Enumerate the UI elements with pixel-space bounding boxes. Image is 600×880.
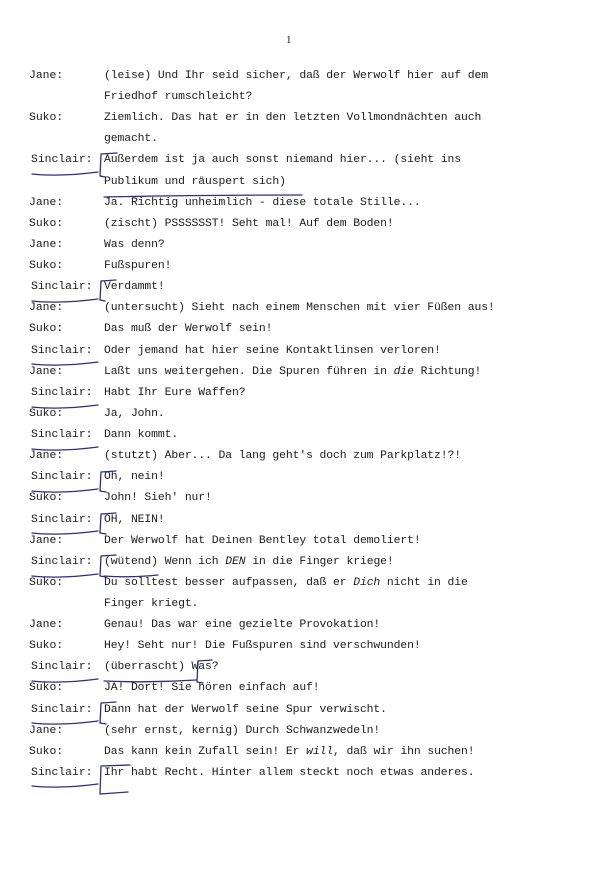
dialogue-line [0,467,600,488]
text-part: Hey! Seht nur! Die Fußspuren sind verschwunden! [104,640,421,653]
dialogue-text [104,636,421,657]
dialogue-text [104,277,165,298]
dialogue-text [104,446,461,467]
dialogue-line [0,700,600,721]
dialogue-line [0,552,600,573]
text-part: gemacht. [104,133,158,146]
dialogue-line [0,404,600,425]
speaker-name: Sinclair: [31,513,93,526]
dialogue-line [0,277,600,298]
dialogue-text [104,362,481,383]
dialogue-text [104,425,178,446]
dialogue-line [0,66,600,87]
speaker-name: Jane: [29,724,64,737]
dialogue-line [0,425,600,446]
emphasis: will [306,745,334,758]
dialogue-line [0,446,600,467]
dialogue-line [0,150,600,171]
speaker-name: Sinclair: [31,344,93,357]
text-part: Genau! Das war eine gezielte Provokation! [104,619,381,632]
dialogue-text [104,700,387,721]
speaker-name: Suko: [29,260,64,273]
text-part: Oh, nein! [104,471,165,484]
dialogue-text [104,404,165,425]
dialogue-text [104,108,481,129]
dialogue-line [0,362,600,383]
text-part: (untersucht) Sieht nach einem Menschen mit vier Füßen aus! [104,302,495,315]
speaker-name: Sinclair: [31,154,93,167]
speaker-name: Jane: [29,365,64,378]
dialogue-text [104,763,474,784]
speaker-name: Jane: [29,302,64,315]
speaker-name: Suko: [29,217,64,230]
speaker-name: Sinclair: [31,661,93,674]
dialogue-text [104,678,320,699]
speaker-name: Sinclair: [31,471,93,484]
dialogue-line [0,531,600,552]
dialogue-text [104,488,212,509]
text-part: (sehr ernst, kernig) Durch Schwanzwedeln! [104,724,381,737]
text-part: Habt Ihr Eure Waffen? [104,386,246,399]
dialogue-text [104,150,461,171]
speaker-name: Sinclair: [31,703,93,716]
text-part: Laßt uns weitergehen. Die Spuren führen in [104,365,394,378]
text-part: Der Werwolf hat Deinen Bentley total demoliert! [104,534,421,547]
dialogue-text [104,721,380,742]
text-part: (zischt) PSSSSSST! Seht mal! Auf dem Boden! [104,217,394,230]
text-part: (leise) Und Ihr seid sicher, daß der Werwolf hier auf dem [104,70,488,82]
speaker-name: Suko: [29,492,64,505]
dialogue-line [0,108,600,129]
speaker-name: Sinclair: [31,429,93,442]
dialogue-text [104,235,165,256]
speaker-name: Jane: [29,196,64,209]
text-part: Das kann kein Zufall sein! Er [104,745,307,758]
dialogue-text [104,573,468,594]
text-part: Ziemlich. Das hat er in den letzten Vollmondnächten auch [104,112,482,125]
dialogue-line [0,87,600,108]
dialogue-line [0,193,600,214]
text-part: Richtung! [413,365,482,378]
speaker-name: Jane: [29,450,64,463]
dialogue-text [104,214,394,235]
dialogue-text [104,594,198,615]
dialogue-text [104,256,171,277]
text-part: Verdammt! [104,281,165,294]
text-part: Friedhof rumschleicht? [104,91,253,104]
emphasis: die [393,365,414,378]
dialogue-line [0,172,600,193]
dialogue-text [104,129,158,150]
dialogue-line [0,235,600,256]
dialogue-text [104,319,272,340]
dialogue-text [104,341,441,362]
dialogue-line [0,657,600,678]
dialogue-line [0,763,600,784]
speaker-name: Suko: [29,407,64,420]
emphasis: Dich [353,576,381,589]
text-part: JA! Dort! Sie hören einfach auf! [104,682,320,695]
text-part: Finger kriegt. [104,598,199,610]
dialogue-text [104,66,488,87]
dialogue-line [0,721,600,742]
dialogue-text [104,615,380,636]
text-part: in die Finger kriege! [245,555,394,568]
dialogue-text [104,298,495,319]
speaker-name: Sinclair: [31,766,93,779]
dialogue-line [0,256,600,277]
dialogue-text [104,531,421,552]
speaker-name: Suko: [29,323,64,336]
dialogue-line [0,594,600,615]
dialogue-text [104,657,219,678]
text-part: Fußspuren! [104,260,172,273]
text-part: OH, NEIN! [104,513,165,526]
text-part: John! Sieh' nur! [104,492,212,505]
speaker-name: Sinclair: [31,281,93,294]
speaker-name: Sinclair: [31,555,93,568]
dialogue-text [104,552,394,573]
text-part: Dann kommt. [104,429,179,442]
speaker-name: Jane: [29,619,64,632]
speaker-name: Suko: [29,640,64,653]
text-part: , daß wir ihn suchen! [333,745,475,758]
dialogue-text [104,510,165,531]
speaker-name: Suko: [29,112,64,125]
speaker-name: Suko: [29,682,64,695]
text-part: Ja. Richtig unheimlich - diese totale Stille... [104,196,421,209]
dialogue-text [104,87,252,108]
page-number: 1 [286,34,292,46]
text-part: Oder jemand hat hier seine Kontaktlinsen verloren! [104,344,441,357]
dialogue-line [0,636,600,657]
text-part: (überrascht) Was? [104,661,219,674]
dialogue-text [104,172,286,193]
text-part: Ihr habt Recht. Hinter allem steckt noch etwas anderes. [104,766,475,779]
text-part: Dann hat der Werwolf seine Spur verwischt. [104,703,387,716]
text-part: Was denn? [104,238,165,251]
dialogue-line [0,214,600,235]
dialogue-line [0,341,600,362]
text-part: Das muß der Werwolf sein! [104,323,273,336]
dialogue-text [104,467,165,488]
text-part: Ja, John. [104,407,165,420]
text-part: Außerdem ist ja auch sonst niemand hier... (sieht ins [104,154,461,167]
text-part: Du solltest besser aufpassen, daß er [104,576,354,589]
dialogue-line [0,573,600,594]
emphasis: DEN [225,555,246,568]
dialogue-line [0,615,600,636]
text-part: nicht in die [380,576,468,589]
speaker-name: Jane: [29,70,64,82]
speaker-name: Sinclair: [31,386,93,399]
dialogue-text [104,193,421,214]
dialogue-line [0,488,600,509]
dialogue-line [0,678,600,699]
dialogue-line [0,319,600,340]
speaker-name: Suko: [29,745,64,758]
speaker-name: Suko: [29,576,64,589]
dialogue-line [0,129,600,150]
text-part: (wütend) Wenn ich [104,555,226,568]
speaker-name: Jane: [29,534,64,547]
dialogue-text [104,383,245,404]
dialogue-line [0,742,600,763]
dialogue-line [0,383,600,404]
speaker-name: Jane: [29,238,64,251]
text-part: (stutzt) Aber... Da lang geht's doch zum Parkplatz!?! [104,450,461,463]
dialogue-line [0,298,600,319]
text-part: Publikum und räuspert sich) [104,175,286,188]
dialogue-text [104,742,474,763]
dialogue-line [0,510,600,531]
